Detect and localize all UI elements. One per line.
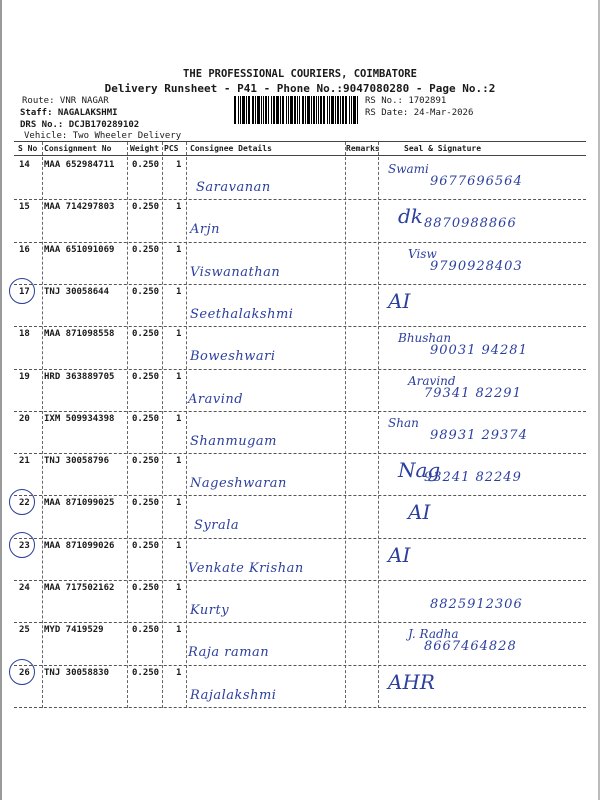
barcode-bar bbox=[282, 96, 284, 124]
row-phone: 79341 82291 bbox=[424, 385, 522, 401]
row-weight: 0.250 bbox=[132, 329, 160, 340]
barcode-bar bbox=[261, 96, 262, 124]
barcode-bar bbox=[318, 96, 319, 124]
scan-edge-left bbox=[0, 0, 2, 800]
barcode-bar bbox=[357, 96, 358, 124]
row-signature: AI bbox=[388, 288, 411, 313]
row-signature: Aravind bbox=[408, 373, 456, 388]
staff-label: Staff: NAGALAKSHMI bbox=[20, 108, 118, 118]
row-weight: 0.250 bbox=[132, 286, 160, 297]
row-signature: AHR bbox=[388, 669, 435, 694]
row-weight: 0.250 bbox=[132, 540, 160, 551]
row-consignee-name: Venkate Krishan bbox=[188, 560, 304, 576]
row-weight: 0.250 bbox=[132, 202, 160, 213]
row-divider bbox=[14, 495, 586, 496]
row-sno: 16 bbox=[19, 244, 30, 255]
row-weight: 0.250 bbox=[132, 456, 160, 467]
barcode-bar bbox=[294, 96, 296, 124]
route-label: Route: VNR NAGAR bbox=[22, 96, 109, 106]
col-consignee: Consignee Details bbox=[190, 144, 272, 153]
row-signature: dk bbox=[398, 204, 423, 229]
row-weight: 0.250 bbox=[132, 413, 160, 424]
barcode-bar bbox=[263, 96, 264, 124]
row-sno: 15 bbox=[19, 202, 30, 213]
row-consignee-name: Seethalakshmi bbox=[190, 306, 294, 322]
row-phone: 93241 82249 bbox=[424, 470, 522, 486]
barcode-bar bbox=[246, 96, 247, 124]
col-consignment: Consignment No bbox=[44, 144, 112, 153]
row-divider bbox=[14, 369, 586, 370]
barcode-bar bbox=[280, 96, 281, 124]
row-signature: Nag bbox=[398, 458, 441, 483]
row-sno: 24 bbox=[19, 583, 30, 593]
col-remarks: Remarks bbox=[346, 144, 380, 153]
row-signature: AI bbox=[388, 542, 411, 567]
row-consignee-name: Nageshwaran bbox=[190, 476, 287, 492]
barcode-bar bbox=[307, 96, 310, 124]
row-phone: 8825912306 bbox=[430, 597, 523, 612]
barcode-bar bbox=[248, 96, 250, 124]
row-pcs: 1 bbox=[176, 413, 182, 424]
row-consignee-name: Saravanan bbox=[196, 180, 271, 195]
row-consignee-name: Shanmugam bbox=[190, 433, 278, 449]
row-consignment-no: TNJ 30058644 bbox=[44, 286, 110, 297]
barcode-bar bbox=[252, 96, 254, 124]
row-pcs: 1 bbox=[176, 498, 182, 509]
barcode-bar bbox=[290, 96, 293, 124]
barcode-bar bbox=[238, 96, 239, 124]
row-pcs: 1 bbox=[176, 625, 182, 636]
drs-label: DRS No.: DCJB170289102 bbox=[20, 120, 140, 130]
col-sno: S No bbox=[18, 144, 38, 153]
rs-date: RS Date: 24-Mar-2026 bbox=[365, 108, 474, 118]
barcode-bar bbox=[316, 96, 317, 124]
barcode-bar bbox=[240, 96, 241, 124]
row-pcs: 1 bbox=[176, 583, 182, 593]
row-weight: 0.250 bbox=[132, 583, 160, 593]
row-weight: 0.250 bbox=[132, 498, 160, 509]
barcode-bar bbox=[349, 96, 350, 124]
row-phone: 9790928403 bbox=[430, 258, 523, 274]
row-consignee-name: Arjn bbox=[190, 222, 221, 238]
barcode-bar bbox=[342, 96, 344, 124]
barcode-bar bbox=[268, 96, 269, 124]
row-signature: Shan bbox=[388, 415, 419, 430]
barcode bbox=[234, 96, 360, 124]
row-circle-mark bbox=[9, 278, 35, 304]
barcode-bar bbox=[337, 96, 339, 124]
barcode-bar bbox=[255, 96, 256, 124]
row-pcs: 1 bbox=[176, 667, 182, 678]
header-rule-bottom bbox=[14, 155, 586, 156]
barcode-bar bbox=[345, 96, 347, 124]
row-phone: 8870988866 bbox=[424, 216, 517, 232]
row-phone: 98931 29374 bbox=[430, 427, 528, 443]
row-consignment-no: MAA 651091069 bbox=[44, 244, 115, 255]
row-phone: 90031 94281 bbox=[430, 343, 528, 359]
row-sno: 17 bbox=[19, 286, 30, 297]
row-pcs: 1 bbox=[176, 329, 182, 340]
document-title: THE PROFESSIONAL COURIERS, COIMBATORE bbox=[183, 68, 417, 80]
row-phone: 9677696564 bbox=[430, 174, 523, 189]
barcode-bar bbox=[257, 96, 260, 124]
row-signature: J. Radha bbox=[408, 627, 459, 642]
row-pcs: 1 bbox=[176, 202, 182, 213]
barcode-bar bbox=[288, 96, 289, 124]
row-consignment-no: MAA 717502162 bbox=[44, 583, 115, 593]
header-rule-top bbox=[14, 141, 586, 142]
row-signature: Swami bbox=[388, 162, 429, 176]
row-sno: 20 bbox=[19, 413, 30, 424]
barcode-bar bbox=[335, 96, 336, 124]
row-sno: 21 bbox=[19, 456, 30, 467]
row-consignment-no: TNJ 30058796 bbox=[44, 456, 110, 467]
row-divider bbox=[14, 453, 586, 454]
row-consignment-no: MAA 871099026 bbox=[44, 540, 115, 551]
barcode-bar bbox=[299, 96, 300, 124]
row-consignment-no: TNJ 30058830 bbox=[44, 667, 110, 678]
row-pcs: 1 bbox=[176, 244, 182, 255]
row-consignee-name: Aravind bbox=[188, 391, 244, 407]
barcode-bar bbox=[351, 96, 352, 124]
barcode-bar bbox=[323, 96, 325, 124]
row-consignee-name: Rajalakshmi bbox=[190, 687, 277, 703]
row-pcs: 1 bbox=[176, 456, 182, 467]
row-consignment-no: MAA 652984711 bbox=[44, 160, 115, 170]
barcode-bar bbox=[313, 96, 315, 124]
barcode-bar bbox=[311, 96, 312, 124]
row-phone: 8667464828 bbox=[424, 639, 517, 655]
row-divider bbox=[14, 199, 586, 200]
barcode-bar bbox=[286, 96, 287, 124]
row-weight: 0.250 bbox=[132, 160, 160, 170]
barcode-bar bbox=[273, 96, 275, 124]
row-consignee-name: Viswanathan bbox=[190, 264, 281, 280]
barcode-bar bbox=[297, 96, 298, 124]
row-divider bbox=[14, 622, 586, 623]
row-sno: 26 bbox=[19, 667, 30, 678]
row-sno: 14 bbox=[19, 160, 30, 170]
row-consignee-name: Kurty bbox=[190, 603, 230, 618]
row-consignment-no: MAA 714297803 bbox=[44, 202, 115, 213]
row-circle-mark bbox=[9, 489, 35, 515]
row-circle-mark bbox=[9, 532, 35, 558]
row-divider bbox=[14, 284, 586, 285]
barcode-bar bbox=[340, 96, 341, 124]
row-divider bbox=[14, 665, 586, 666]
row-consignee-name: Syrala bbox=[194, 518, 240, 534]
col-weight: Weight bbox=[130, 144, 159, 153]
row-divider bbox=[14, 707, 586, 708]
row-pcs: 1 bbox=[176, 286, 182, 297]
barcode-bar bbox=[271, 96, 272, 124]
row-consignment-no: MYD 7419529 bbox=[44, 625, 104, 636]
row-weight: 0.250 bbox=[132, 371, 160, 382]
row-divider bbox=[14, 242, 586, 243]
barcode-bar bbox=[276, 96, 279, 124]
row-sno: 19 bbox=[19, 371, 30, 382]
row-divider bbox=[14, 538, 586, 539]
row-sno: 25 bbox=[19, 625, 30, 636]
row-divider bbox=[14, 580, 586, 581]
row-consignee-name: Boweshwari bbox=[190, 349, 276, 365]
vehicle-label: Vehicle: Two Wheeler Delivery bbox=[24, 131, 182, 141]
row-divider bbox=[14, 411, 586, 412]
row-sno: 23 bbox=[19, 540, 30, 551]
barcode-bar bbox=[353, 96, 356, 124]
col-seal-signature: Seal & Signature bbox=[404, 144, 482, 153]
row-weight: 0.250 bbox=[132, 625, 160, 636]
row-consignment-no: MAA 871099025 bbox=[44, 498, 115, 509]
barcode-bar bbox=[305, 96, 306, 124]
row-signature: AI bbox=[408, 500, 431, 525]
barcode-bar bbox=[329, 96, 330, 124]
barcode-bar bbox=[234, 96, 236, 124]
barcode-bar bbox=[242, 96, 245, 124]
row-pcs: 1 bbox=[176, 160, 182, 170]
row-pcs: 1 bbox=[176, 540, 182, 551]
row-divider bbox=[14, 326, 586, 327]
row-consignment-no: IXM 509934398 bbox=[44, 413, 115, 424]
barcode-bar bbox=[320, 96, 322, 124]
row-signature: Visw bbox=[408, 246, 437, 261]
barcode-bar bbox=[327, 96, 328, 124]
barcode-bar bbox=[302, 96, 304, 124]
row-consignee-name: Raja raman bbox=[188, 645, 270, 661]
row-weight: 0.250 bbox=[132, 667, 160, 678]
row-consignment-no: MAA 871098558 bbox=[44, 329, 115, 340]
row-consignment-no: HRD 363889705 bbox=[44, 371, 115, 382]
row-sno: 22 bbox=[19, 498, 30, 509]
barcode-bar bbox=[265, 96, 267, 124]
row-circle-mark bbox=[9, 659, 35, 685]
document-subtitle: Delivery Runsheet - P41 - Phone No.:9047080280 - Page No.:2 bbox=[104, 82, 496, 95]
row-signature: Bhushan bbox=[398, 331, 452, 346]
row-sno: 18 bbox=[19, 329, 30, 340]
col-pcs: PCS bbox=[164, 144, 179, 153]
rs-number: RS No.: 1702891 bbox=[365, 96, 447, 106]
row-weight: 0.250 bbox=[132, 244, 160, 255]
row-pcs: 1 bbox=[176, 371, 182, 382]
barcode-bar bbox=[331, 96, 334, 124]
